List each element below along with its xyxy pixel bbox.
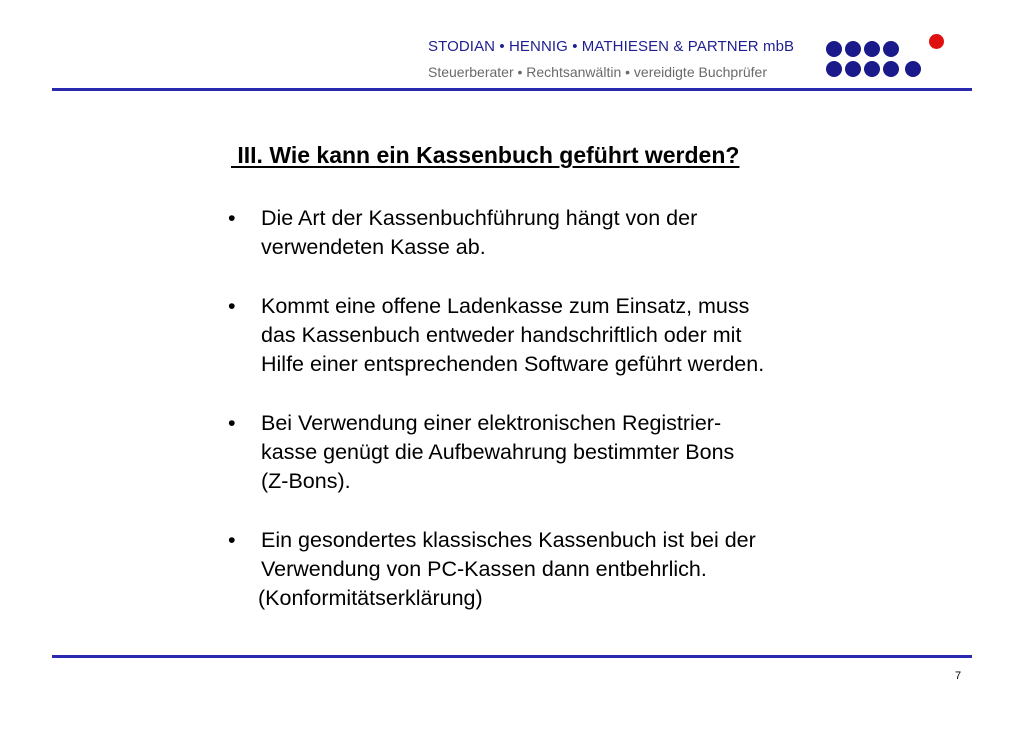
conformity-note: (Konformitätserklärung) — [258, 586, 483, 610]
bullet-line: Die Art der Kassenbuchführung hängt von der — [261, 206, 698, 230]
bullet-line: (Z-Bons). — [261, 469, 351, 493]
bullet-item — [226, 409, 926, 496]
bullet-line: kasse genügt die Aufbewahrung bestimmter Bons — [261, 440, 735, 464]
bullet-item — [226, 204, 926, 262]
page-number: 7 — [955, 670, 962, 682]
bullet-line: verwendeten Kasse ab. — [261, 235, 486, 259]
bullet-line: Kommt eine offene Ladenkasse zum Einsatz, muss — [261, 294, 750, 318]
bullet-line: Bei Verwendung einer elektronischen Registrier- — [261, 411, 722, 435]
firm-subtitle: Steuerberater • Rechtsanwältin • vereidigte Buchprüfer — [428, 64, 767, 80]
bullet-line: das Kassenbuch entweder handschriftlich oder mit — [261, 323, 742, 347]
header-divider — [52, 88, 972, 91]
bullet-item — [226, 292, 926, 379]
bullet-marker: • — [228, 294, 236, 318]
firm-name: STODIAN • HENNIG • MATHIESEN & PARTNER mbB — [428, 38, 795, 55]
firm-logo-icon — [826, 32, 946, 82]
bullet-marker: • — [228, 206, 236, 230]
bullet-marker: • — [228, 528, 236, 552]
bullet-item — [226, 526, 926, 584]
bullet-line: Verwendung von PC-Kassen dann entbehrlich. — [261, 557, 707, 581]
bullet-list — [226, 204, 926, 614]
bullet-marker: • — [228, 411, 236, 435]
bullet-line: Ein gesondertes klassisches Kassenbuch ist bei der — [261, 528, 756, 552]
bullet-line: Hilfe einer entsprechenden Software geführt werden. — [261, 352, 765, 376]
slide-title: III. Wie kann ein Kassenbuch geführt werden? — [231, 142, 740, 168]
footer-divider — [52, 655, 972, 658]
